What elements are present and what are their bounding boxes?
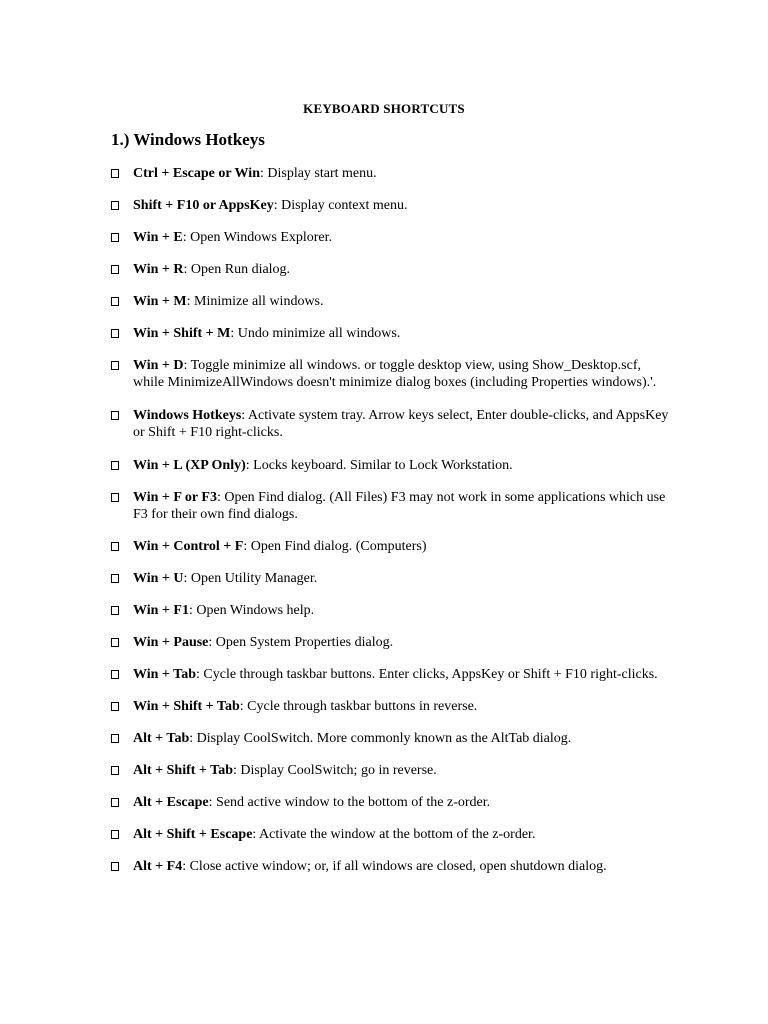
item-text	[133, 666, 671, 683]
list-item	[111, 634, 671, 651]
bullet-box-icon	[111, 461, 119, 470]
shortcut-key: Win + Shift + Tab	[133, 699, 240, 714]
shortcut-description: : Undo minimize all windows.	[230, 326, 401, 341]
shortcut-key: Win + R	[133, 262, 184, 277]
shortcut-key: Win + F or F3	[133, 490, 217, 505]
shortcut-key: Alt + Shift + Tab	[133, 763, 233, 778]
shortcut-key: Alt + Tab	[133, 731, 190, 746]
list-item	[111, 457, 671, 474]
shortcut-description: : Display CoolSwitch; go in reverse.	[233, 763, 437, 778]
item-text	[133, 858, 671, 875]
item-text	[133, 602, 671, 619]
shortcut-key: Alt + Escape	[133, 795, 209, 810]
list-item	[111, 762, 671, 779]
shortcut-description: : Open Run dialog.	[183, 262, 291, 277]
list-item	[111, 229, 671, 246]
list-item	[111, 730, 671, 747]
item-text	[133, 165, 671, 182]
list-item	[111, 826, 671, 843]
item-text	[133, 457, 671, 474]
shortcut-description: : Activate the window at the bottom of the z-order.	[252, 827, 536, 842]
list-item	[111, 538, 671, 555]
shortcut-description: : Cycle through taskbar buttons in reverse.	[239, 699, 478, 714]
shortcut-key: Win + E	[133, 230, 183, 245]
shortcut-description: : Toggle minimize all windows. or toggle desktop view, using Show_Desktop.scf, while MinimizeAllWindows doesn't minimize dialog boxes (including Properties windows).'.	[133, 358, 657, 390]
item-text	[133, 570, 671, 587]
shortcut-description: : Send active window to the bottom of the z-order.	[208, 795, 491, 810]
shortcut-key: Win + F1	[133, 603, 189, 618]
bullet-box-icon	[111, 702, 119, 711]
bullet-box-icon	[111, 734, 119, 743]
shortcut-description: : Cycle through taskbar buttons. Enter clicks, AppsKey or Shift + F10 right-clicks.	[196, 667, 658, 682]
item-text	[133, 698, 671, 715]
shortcut-key: Win + D	[133, 358, 184, 373]
bullet-box-icon	[111, 830, 119, 839]
bullet-box-icon	[111, 766, 119, 775]
list-item	[111, 165, 671, 182]
item-text	[133, 407, 671, 441]
bullet-box-icon	[111, 542, 119, 551]
item-text	[133, 325, 671, 342]
bullet-box-icon	[111, 201, 119, 210]
list-item	[111, 197, 671, 214]
shortcut-description: : Display CoolSwitch. More commonly known as the AltTab dialog.	[189, 731, 572, 746]
bullet-box-icon	[111, 233, 119, 242]
shortcut-key: Win + Pause	[133, 635, 209, 650]
list-item	[111, 698, 671, 715]
list-item	[111, 570, 671, 587]
shortcut-description: : Open Windows Explorer.	[182, 230, 333, 245]
shortcut-key: Alt + F4	[133, 859, 183, 874]
bullet-box-icon	[111, 670, 119, 679]
item-text	[133, 794, 671, 811]
shortcut-description: : Activate system tray. Arrow keys select, Enter double-clicks, and AppsKey or Shift + F10 right-clicks.	[133, 408, 669, 440]
item-text	[133, 762, 671, 779]
list-item	[111, 666, 671, 683]
shortcut-key: Alt + Shift + Escape	[133, 827, 253, 842]
bullet-box-icon	[111, 411, 119, 420]
bullet-box-icon	[111, 862, 119, 871]
item-text	[133, 229, 671, 246]
list-item	[111, 261, 671, 278]
document-title: KEYBOARD SHORTCUTS	[303, 101, 465, 116]
item-text	[133, 538, 671, 555]
shortcut-description: : Open Find dialog. (All Files) F3 may not work in some applications which use F3 for their own find dialogs.	[133, 490, 666, 522]
shortcut-description: : Display start menu.	[259, 166, 377, 181]
bullet-box-icon	[111, 297, 119, 306]
bullet-box-icon	[111, 638, 119, 647]
shortcut-key: Ctrl + Escape or Win	[133, 166, 260, 181]
shortcut-key: Win + Control + F	[133, 539, 244, 554]
shortcut-key: Win + U	[133, 571, 184, 586]
shortcut-key: Win + Shift + M	[133, 326, 231, 341]
shortcut-key: Windows Hotkeys	[133, 408, 242, 423]
list-item	[111, 407, 671, 441]
section-heading: 1.) Windows Hotkeys	[111, 130, 265, 149]
bullet-box-icon	[111, 798, 119, 807]
shortcut-key: Win + Tab	[133, 667, 196, 682]
bullet-box-icon	[111, 265, 119, 274]
bullet-box-icon	[111, 574, 119, 583]
item-text	[133, 489, 671, 523]
shortcut-description: : Close active window; or, if all windows are closed, open shutdown dialog.	[182, 859, 607, 874]
item-text	[133, 293, 671, 310]
item-text	[133, 197, 671, 214]
list-item	[111, 325, 671, 342]
shortcut-list	[111, 165, 671, 890]
shortcut-description: : Open Windows help.	[188, 603, 315, 618]
list-item	[111, 357, 671, 391]
item-text	[133, 826, 671, 843]
shortcut-key: Win + L (XP Only)	[133, 458, 246, 473]
list-item	[111, 489, 671, 523]
shortcut-description: : Open Find dialog. (Computers)	[243, 539, 427, 554]
shortcut-description: : Minimize all windows.	[186, 294, 324, 309]
bullet-box-icon	[111, 329, 119, 338]
list-item	[111, 293, 671, 310]
shortcut-description: : Display context menu.	[273, 198, 408, 213]
item-text	[133, 357, 671, 391]
shortcut-key: Shift + F10 or AppsKey	[133, 198, 274, 213]
item-text	[133, 730, 671, 747]
shortcut-description: : Locks keyboard. Similar to Lock Workstation.	[245, 458, 513, 473]
bullet-box-icon	[111, 493, 119, 502]
list-item	[111, 858, 671, 875]
bullet-box-icon	[111, 361, 119, 370]
item-text	[133, 261, 671, 278]
list-item	[111, 602, 671, 619]
bullet-box-icon	[111, 606, 119, 615]
item-text	[133, 634, 671, 651]
shortcut-description: : Open Utility Manager.	[183, 571, 318, 586]
list-item	[111, 794, 671, 811]
bullet-box-icon	[111, 169, 119, 178]
shortcut-description: : Open System Properties dialog.	[208, 635, 394, 650]
shortcut-key: Win + M	[133, 294, 187, 309]
